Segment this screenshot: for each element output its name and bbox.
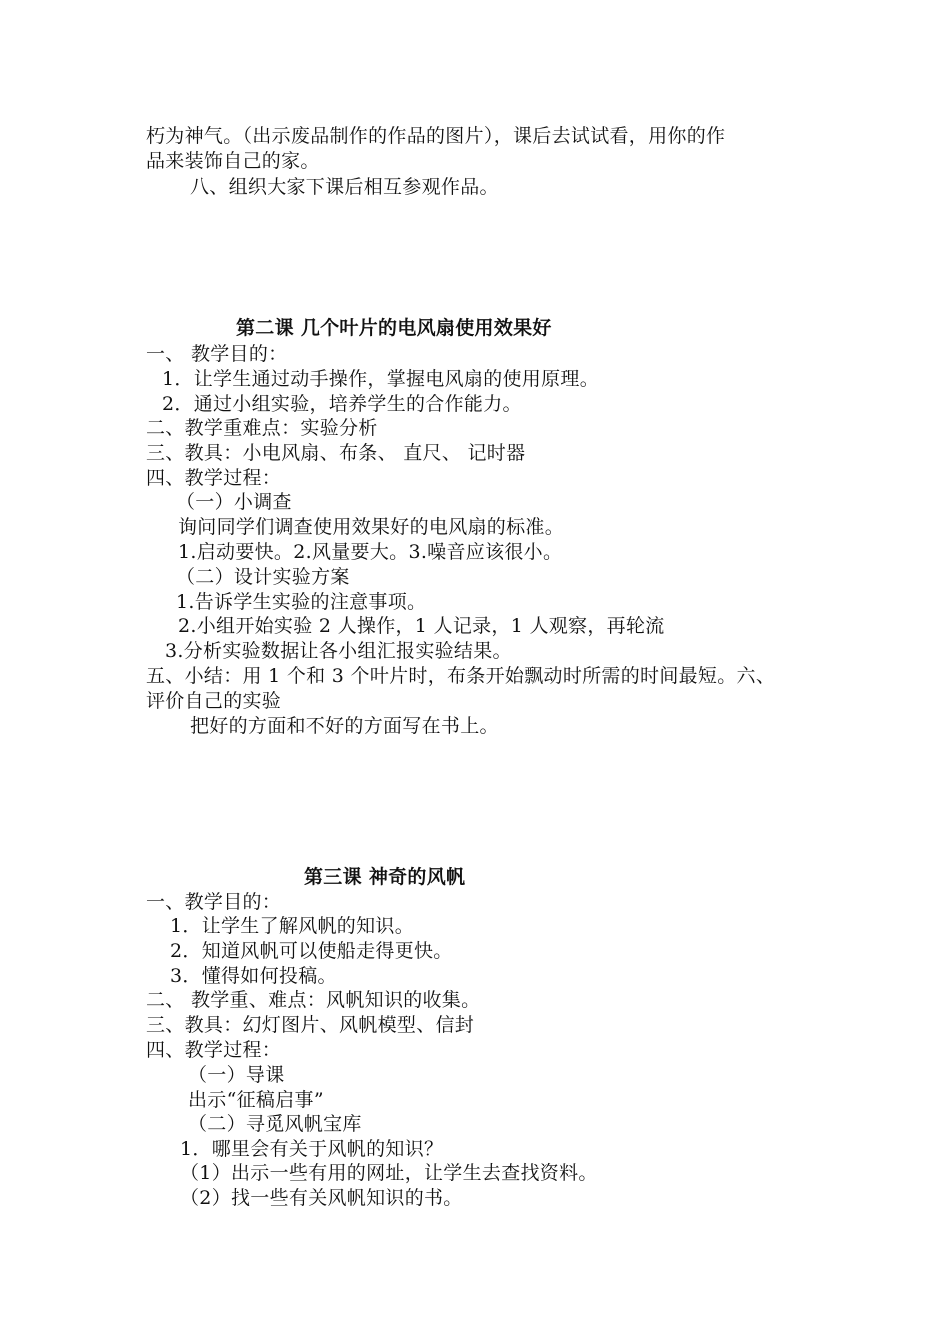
intro-line-3: 八、组织大家下课后相互参观作品。 <box>190 176 499 198</box>
lesson2-line: 评价自己的实验 <box>146 690 282 712</box>
lesson3-title: 第三课 神奇的风帆 <box>304 866 466 888</box>
lesson2-line: 二、教学重难点：实验分析 <box>146 417 378 439</box>
lesson3-line: 3．懂得如何投稿。 <box>170 965 337 987</box>
lesson3-line: 2．知道风帆可以使船走得更快。 <box>170 940 453 962</box>
lesson3-line: 四、教学过程： <box>146 1039 282 1061</box>
lesson3-line: 一、教学目的： <box>146 891 282 913</box>
lesson3-line: （二）寻觅风帆宝库 <box>188 1113 362 1135</box>
lesson2-title: 第二课 几个叶片的电风扇使用效果好 <box>236 317 552 339</box>
lesson3-line: 1．让学生了解风帆的知识。 <box>170 915 414 937</box>
lesson2-line: 把好的方面和不好的方面写在书上。 <box>190 715 499 737</box>
lesson2-line: 五、小结：用 1 个和 3 个叶片时，布条开始飘动时所需的时间最短。六、 <box>146 665 776 687</box>
lesson2-line: 2．通过小组实验，培养学生的合作能力。 <box>162 393 522 415</box>
lesson2-line: 1.启动要快。2.风量要大。3.噪音应该很小。 <box>178 541 563 563</box>
lesson3-line: 二、 教学重、难点：风帆知识的收集。 <box>146 989 481 1011</box>
lesson3-line: 出示“征稿启事” <box>188 1089 324 1111</box>
lesson2-line: 一、 教学目的： <box>146 343 288 365</box>
lesson2-line: （二）设计实验方案 <box>176 566 350 588</box>
lesson2-line: 1.告诉学生实验的注意事项。 <box>176 591 427 613</box>
lesson2-line: 2.小组开始实验 2 人操作，1 人记录，1 人观察，再轮流 <box>178 615 665 637</box>
intro-line-1: 朽为神气。（出示废品制作的作品的图片），课后去试试看，用你的作 <box>146 125 726 147</box>
lesson3-line: （2）找一些有关风帆知识的书。 <box>180 1187 463 1209</box>
lesson3-line: 1．哪里会有关于风帆的知识？ <box>180 1138 444 1160</box>
lesson2-line: 3.分析实验数据让各小组汇报实验结果。 <box>165 640 512 662</box>
lesson3-line: （一）导课 <box>188 1064 285 1086</box>
lesson2-line: （一）小调查 <box>176 491 292 513</box>
lesson2-line: 询问同学们调查使用效果好的电风扇的标准。 <box>178 516 565 538</box>
lesson2-line: 三、教具：小电风扇、布条、 直尺、 记时器 <box>146 442 526 464</box>
lesson2-line: 1．让学生通过动手操作，掌握电风扇的使用原理。 <box>162 368 599 390</box>
intro-line-2: 品来装饰自己的家。 <box>146 150 320 172</box>
lesson3-line: 三、教具：幻灯图片、风帆模型、信封 <box>146 1014 475 1036</box>
lesson2-line: 四、教学过程： <box>146 467 282 489</box>
lesson3-line: （1）出示一些有用的网址，让学生去查找资料。 <box>180 1162 598 1184</box>
